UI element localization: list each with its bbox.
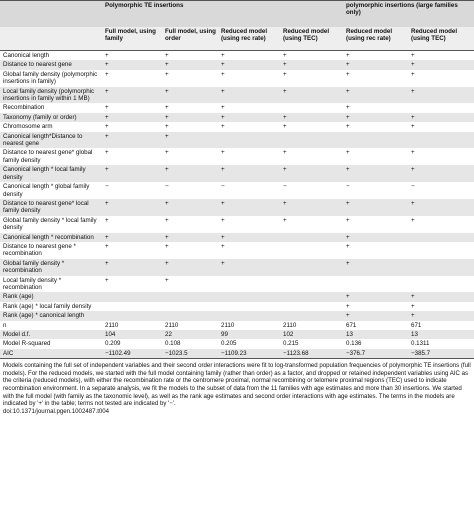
table-cell: −385.7 — [411, 349, 431, 357]
table-cell: + — [346, 242, 350, 250]
table-cell — [162, 311, 218, 320]
table-cell: 2110 — [283, 321, 297, 329]
table-cell: + — [105, 259, 109, 267]
table-cell: −1023.5 — [165, 349, 188, 357]
table-cell: + — [221, 123, 225, 131]
row-label: Global family density * recombination — [3, 259, 65, 275]
row-label: Local family density * recombination — [3, 276, 62, 291]
table-cell — [280, 302, 343, 311]
table-cell: + — [283, 52, 287, 59]
table-cell: + — [346, 302, 350, 310]
table-cell: + — [346, 199, 350, 207]
table-row — [0, 321, 474, 330]
table-cell: + — [221, 166, 225, 174]
table-row — [0, 199, 474, 216]
table-cell: + — [221, 216, 225, 224]
table-cell: + — [105, 276, 109, 284]
table-cell: + — [165, 123, 169, 131]
table-cell: 22 — [165, 331, 172, 338]
table-cell: + — [283, 166, 287, 174]
row-label: Distance to nearest gene — [3, 61, 72, 69]
table-cell: + — [105, 52, 109, 59]
table-cell — [408, 132, 474, 149]
table-cell — [408, 259, 474, 276]
table-row — [0, 276, 474, 293]
table-cell — [408, 276, 474, 293]
table-cell — [408, 242, 474, 259]
table-cell: + — [105, 149, 109, 157]
table-body — [0, 51, 474, 359]
table-row — [0, 103, 474, 112]
table-caption: Models containing the full set of independent variables and their second order interactions were fit to log-transformed population frequencies of polymorphic TE insertions (full models). For the reduced models, we started with the full model containing family (rather than order) as a factor, and dropped or retained independent variables using AIC as the criteria (reduced models), with either the recombination rate or the centromere proximal, normal recombining or telomere proximal regions (TEC) used to indicate recombination environment. In a separate analysis, we fit the models to the subset of data from the 11 families with age estimates and more than 30 insertions. We started with the full model (with family as the taxonomic level), as well as the rank age estimates and second order interactions with age estimates. The terms in the models are indicated by '+' in the table; terms not tested are indicated by '−'. — [3, 362, 471, 408]
table-cell: + — [411, 166, 415, 174]
row-label: Rank (age) * canonical length — [3, 312, 85, 320]
table-cell: + — [346, 123, 350, 131]
table-row — [0, 148, 474, 165]
table-cell — [102, 302, 162, 311]
table-cell: 102 — [283, 331, 294, 338]
table-cell — [280, 242, 343, 259]
table-cell: + — [221, 199, 225, 207]
table-cell — [280, 233, 343, 242]
column-header: Full model, using family — [102, 27, 162, 51]
table-cell: + — [221, 70, 225, 78]
table-row — [0, 330, 474, 339]
table-cell: 671 — [411, 321, 422, 329]
table-cell: + — [105, 242, 109, 250]
table-cell: 2110 — [221, 321, 235, 329]
table-cell: 0.215 — [283, 340, 299, 348]
table-cell: 104 — [105, 331, 116, 338]
table-cell — [102, 311, 162, 320]
table-cell — [162, 292, 218, 301]
table-cell: + — [105, 61, 109, 69]
row-label: Model d.f. — [3, 331, 31, 338]
table-cell: + — [221, 87, 225, 95]
table-cell: 0.1311 — [411, 340, 430, 348]
table-row — [0, 311, 474, 320]
table-cell: + — [411, 199, 415, 207]
table-cell: + — [105, 166, 109, 174]
row-label: Canonical length — [3, 52, 50, 59]
column-header: Full model, using order — [162, 27, 218, 51]
table-cell: + — [165, 276, 169, 284]
table-cell — [280, 311, 343, 320]
table-cell: + — [346, 149, 350, 157]
row-label: Taxonomy (family or order) — [3, 113, 77, 121]
column-header: Reduced model (using TEC) — [280, 27, 343, 51]
header-column-row — [0, 27, 474, 51]
row-label: n — [3, 321, 7, 329]
table-cell: 0.205 — [221, 340, 237, 348]
row-label: AIC — [3, 349, 14, 357]
table-cell — [218, 292, 280, 301]
table-row — [0, 132, 474, 149]
table-cell: + — [165, 242, 169, 250]
table-cell: −1109.23 — [221, 349, 247, 357]
table-cell: −1102.49 — [105, 349, 131, 357]
table-cell: − — [283, 183, 287, 191]
table-row — [0, 259, 474, 276]
table-cell: + — [283, 61, 287, 69]
table-cell: + — [105, 233, 109, 241]
table-cell: + — [411, 293, 415, 301]
table-cell: + — [346, 259, 350, 267]
table-cell: + — [165, 61, 169, 69]
header-corner — [0, 1, 102, 28]
table-cell: + — [346, 312, 350, 320]
table-cell: + — [346, 233, 350, 241]
table-cell: 99 — [221, 331, 228, 338]
doi-link[interactable]: doi:10.1371/journal.pgen.1002487.t004 — [3, 407, 110, 415]
row-label: Distance to nearest gene* global family density — [3, 149, 93, 164]
row-label: Recombination — [3, 104, 45, 112]
table-cell: 13 — [411, 331, 418, 338]
row-label: Canonical length * local family density — [3, 166, 86, 181]
table-cell — [218, 132, 280, 149]
table-cell: + — [165, 70, 169, 78]
table-cell — [343, 132, 408, 149]
table-cell: + — [105, 104, 109, 112]
table-row — [0, 122, 474, 131]
table-cell: + — [221, 149, 225, 157]
column-header: Reduced model (using rec rate) — [218, 27, 280, 51]
table-cell: −1123.68 — [283, 349, 309, 357]
table-cell — [218, 276, 280, 293]
table-cell: + — [283, 87, 287, 95]
table-cell: + — [411, 216, 415, 224]
table-cell: + — [221, 61, 225, 69]
table-cell: − — [346, 183, 350, 191]
table-cell: − — [221, 183, 225, 191]
table-cell: + — [105, 70, 109, 78]
table-row — [0, 242, 474, 259]
table-cell — [343, 276, 408, 293]
table-cell: + — [411, 52, 415, 59]
table-cell: + — [221, 233, 225, 241]
table-cell: + — [165, 132, 169, 140]
table-row — [0, 113, 474, 122]
table-cell: + — [221, 113, 225, 121]
table-row — [0, 60, 474, 69]
table-cell: 0.209 — [105, 340, 121, 348]
table-cell: + — [346, 216, 350, 224]
row-label: Rank (age) — [3, 293, 34, 301]
table-cell — [218, 302, 280, 311]
table-cell: + — [283, 70, 287, 78]
table-cell — [280, 132, 343, 149]
row-label: Distance to nearest gene* local family density — [3, 199, 89, 215]
table-cell: + — [411, 123, 415, 131]
table-cell: + — [105, 199, 109, 207]
table-cell — [408, 103, 474, 112]
table-cell: + — [165, 52, 169, 59]
table-cell: + — [283, 149, 287, 157]
table-cell: + — [221, 242, 225, 250]
table-cell: + — [346, 293, 350, 301]
table-cell: + — [346, 113, 350, 121]
table-row — [0, 339, 474, 348]
row-label: Chromosome arm — [3, 123, 53, 131]
table-cell: + — [411, 312, 415, 320]
table-cell: + — [165, 149, 169, 157]
table-cell — [280, 292, 343, 301]
row-label: Canonical length * recombination — [3, 233, 94, 241]
table-row — [0, 165, 474, 182]
table-row — [0, 87, 474, 104]
table-row — [0, 51, 474, 61]
header-group-te: Polymorphic TE insertions — [102, 1, 343, 28]
table-cell: + — [165, 104, 169, 112]
table-row — [0, 70, 474, 87]
header-group-large: polymorphic insertions (large families only) — [343, 1, 474, 28]
row-label: Rank (age) * local family density — [3, 302, 92, 310]
header-blank — [0, 27, 102, 51]
table-cell — [408, 233, 474, 242]
row-label: Global family density (polymorphic insertions in family) — [3, 70, 98, 86]
table-cell: 2110 — [165, 321, 179, 329]
table-cell — [280, 259, 343, 276]
table-cell: 13 — [346, 331, 353, 338]
table-cell: + — [165, 259, 169, 267]
table-cell: + — [346, 87, 350, 95]
table-cell: 0.136 — [346, 340, 362, 348]
table-row — [0, 182, 474, 199]
table-cell: + — [346, 104, 350, 112]
table-cell: + — [346, 166, 350, 174]
table-cell: + — [411, 302, 415, 310]
table-cell: + — [283, 123, 287, 131]
table-cell — [162, 302, 218, 311]
row-label: Canonical length*Distance to nearest gene — [3, 132, 83, 148]
row-label: Distance to nearest gene * recombination — [3, 242, 76, 258]
table-cell: + — [165, 113, 169, 121]
table-cell: + — [221, 104, 225, 112]
table-row — [0, 216, 474, 233]
table-cell: 0.108 — [165, 340, 181, 348]
table-cell: + — [411, 87, 415, 95]
table-cell: + — [346, 61, 350, 69]
table-cell: + — [165, 87, 169, 95]
row-label: Local family density (polymorphic insertions in family within 1 MB) — [3, 87, 95, 103]
table-cell: + — [283, 113, 287, 121]
table-cell — [102, 292, 162, 301]
table-cell: + — [105, 216, 109, 224]
table-cell: + — [221, 259, 225, 267]
table-cell: + — [411, 61, 415, 69]
table-row — [0, 302, 474, 311]
column-header: Reduced model (using TEC) — [408, 27, 474, 51]
table-cell: − — [411, 183, 415, 191]
table-cell: + — [165, 233, 169, 241]
table-cell: + — [221, 52, 225, 59]
table-cell: + — [346, 52, 350, 59]
table-cell: + — [105, 113, 109, 121]
table-cell: + — [283, 199, 287, 207]
table-cell: + — [105, 132, 109, 140]
table-cell: + — [411, 113, 415, 121]
table-cell — [280, 276, 343, 293]
table-row — [0, 349, 474, 359]
table-cell — [280, 103, 343, 112]
table-cell: −376.7 — [346, 349, 366, 357]
table-cell: + — [411, 70, 415, 78]
column-header: Reduced model (using rec rate) — [343, 27, 408, 51]
table-cell: 2110 — [105, 321, 119, 329]
table-cell: + — [105, 87, 109, 95]
table-cell: + — [283, 216, 287, 224]
table-cell: + — [105, 123, 109, 131]
table-cell — [218, 311, 280, 320]
table-cell: − — [165, 183, 169, 191]
table-cell: + — [346, 70, 350, 78]
row-label: Global family density * local family density — [3, 216, 97, 232]
table-cell: − — [105, 183, 109, 191]
table-cell: + — [165, 199, 169, 207]
header-group-row — [0, 1, 474, 28]
table-cell: + — [411, 149, 415, 157]
table-row — [0, 233, 474, 242]
row-label: Canonical length * global family density — [3, 183, 90, 198]
table-cell: + — [165, 216, 169, 224]
row-label: Model R-squared — [3, 340, 51, 348]
table-row — [0, 292, 474, 301]
table-cell: + — [165, 166, 169, 174]
table-cell: 671 — [346, 321, 357, 329]
